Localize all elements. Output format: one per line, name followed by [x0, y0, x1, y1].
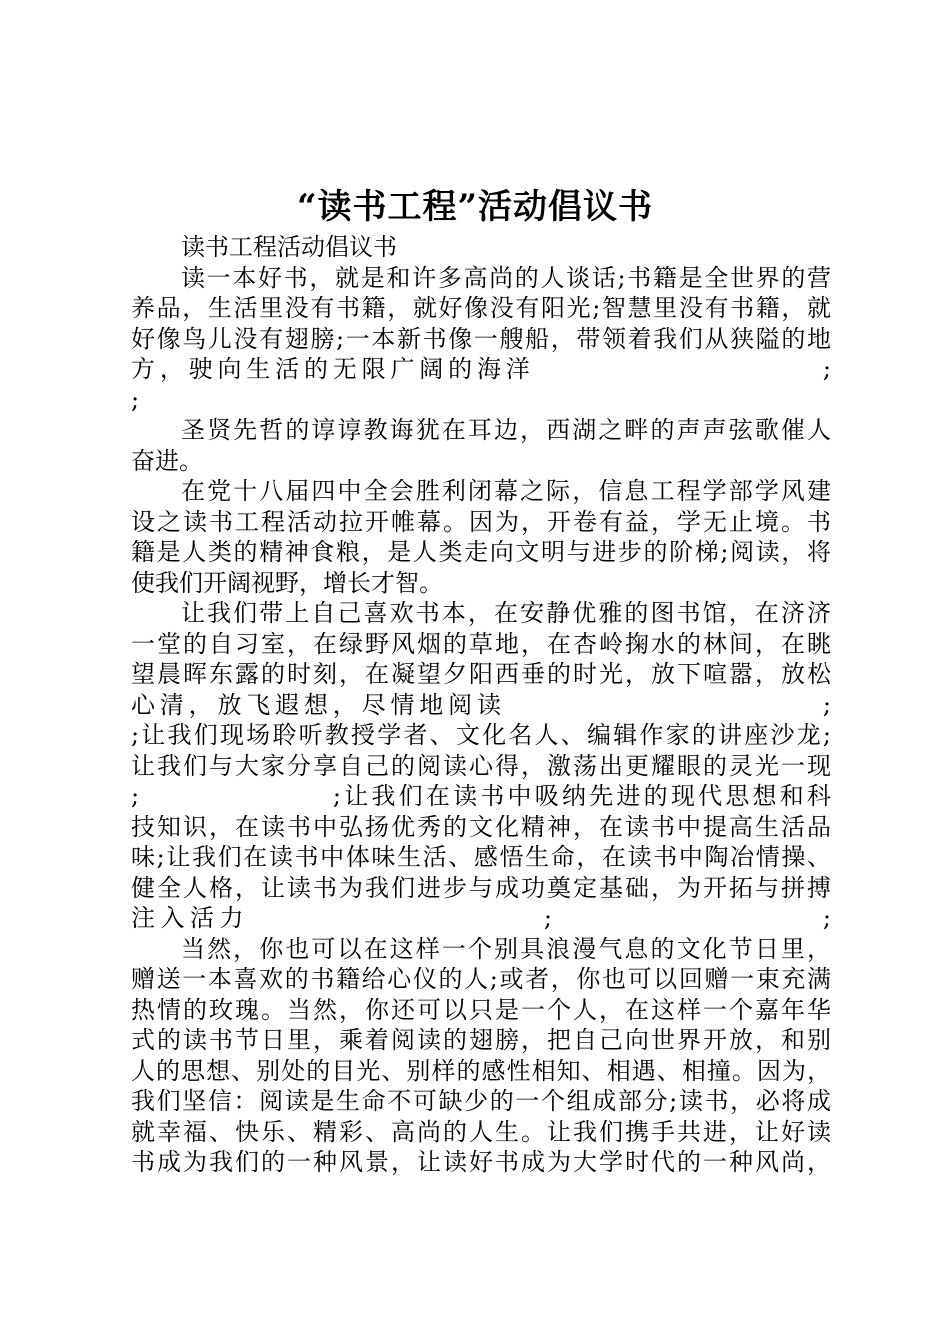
text-line: 技知识，在读书中弘扬优秀的文化精神，在读书中提高生活品	[131, 812, 831, 841]
text-line: 味;让我们在读书中体味生活、感悟生命，在读书中陶冶情操、	[131, 843, 831, 871]
text-line: 读一本好书，就是和许多高尚的人谈话;书籍是全世界的营	[181, 263, 831, 292]
text-line: 方，驶向生活的无限广阔的海洋 ;	[131, 355, 831, 383]
text-line: 望晨晖东露的时刻，在凝望夕阳西垂的时光，放下喧嚣，放松	[131, 660, 831, 688]
text-line: 我们坚信：阅读是生命不可缺少的一个组成部分;读书，必将成	[131, 1087, 831, 1115]
text-line: 赠送一本喜欢的书籍给心仪的人;或者，你也可以回赠一束充满	[131, 965, 831, 993]
text-line: ;让我们现场聆听教授学者、文化名人、编辑作家的讲座沙龙;	[131, 721, 831, 749]
text-line: 让我们带上自己喜欢书本，在安静优雅的图书馆，在济济	[181, 599, 831, 627]
text-line: 圣贤先哲的谆谆教诲犹在耳边，西湖之畔的声声弦歌催人	[181, 416, 831, 444]
document-body	[131, 232, 831, 1178]
text-line: 式的读书节日里，乘着阅读的翅膀，把自己向世界开放，和别	[131, 1026, 831, 1054]
text-line: 在党十八届四中全会胜利闭幕之际，信息工程学部学风建	[181, 477, 831, 505]
text-line: 奋进。	[131, 446, 203, 475]
text-line: 籍是人类的精神食粮，是人类走向文明与进步的阶梯;阅读，将	[131, 538, 831, 566]
text-line: 让我们与大家分享自己的阅读心得，激荡出更耀眼的灵光一现	[131, 751, 831, 780]
text-line: 一堂的自习室，在绿野风烟的草地，在杏岭掬水的林间，在眺	[131, 629, 831, 658]
text-line: 养品，生活里没有书籍，就好像没有阳光;智慧里没有书籍，就	[131, 294, 831, 322]
text-line: 书成为我们的一种风景，让读好书成为大学时代的一种风尚，	[131, 1148, 831, 1176]
text-line: 健全人格，让读书为我们进步与成功奠定基础，为开拓与拼搏	[131, 873, 831, 902]
subtitle-line: 读书工程活动倡议书	[181, 233, 397, 261]
text-line: ; ;让我们在读书中吸纳先进的现代思想和科	[131, 782, 831, 810]
document-title: “读书工程”活动倡议书	[296, 187, 654, 227]
text-line: 就幸福、快乐、精彩、高尚的人生。让我们携手共进，让好读	[131, 1117, 831, 1146]
text-line: 心清，放飞遐想，尽情地阅读 ;	[131, 690, 831, 719]
text-line: 热情的玫瑰。当然，你还可以只是一个人，在这样一个嘉年华	[131, 995, 831, 1024]
text-line: ;	[131, 385, 140, 414]
text-line: 当然，你也可以在这样一个别具浪漫气息的文化节日里，	[181, 934, 831, 963]
text-line: 设之读书工程活动拉开帷幕。因为，开卷有益，学无止境。书	[131, 507, 831, 536]
text-line: 好像鸟儿没有翅膀;一本新书像一艘船，带领着我们从狭隘的地	[131, 324, 831, 353]
text-line: 人的思想、别处的目光、别样的感性相知、相遇、相撞。因为，	[131, 1056, 831, 1085]
text-line: 注入活力 ; ;	[131, 904, 831, 932]
text-line: 使我们开阔视野，增长才智。	[131, 568, 443, 597]
